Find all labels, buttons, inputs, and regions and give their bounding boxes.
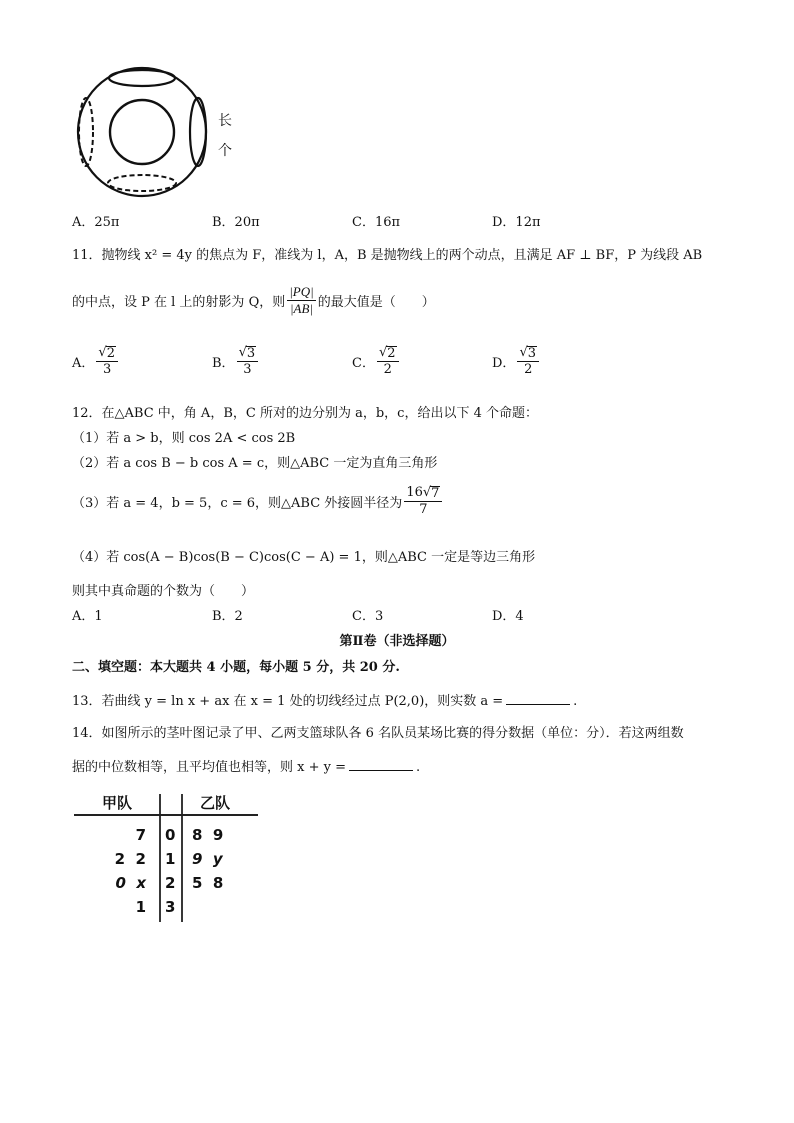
q12-proposition-1: （1）若 a > b，则 cos 2A < cos 2B <box>72 431 296 446</box>
q12-ask: 则其中真命题的个数为（ ） <box>72 584 255 599</box>
stem-leaf-row-right: 8 9 <box>192 826 224 844</box>
q11-option-d-rad: 3 <box>527 346 537 361</box>
q10-option-c: C．16π <box>352 215 401 230</box>
stem-leaf-row-left: 7 <box>135 826 146 844</box>
q14-line2 <box>72 756 420 775</box>
q10-option-a: A．25π <box>72 215 120 230</box>
q14-period: . <box>416 760 421 775</box>
stem-leaf-row-left: 1 <box>135 898 146 916</box>
q14-answer-blank[interactable] <box>349 758 413 771</box>
q13-answer-blank[interactable] <box>506 692 570 705</box>
q12-option-b: B．2 <box>212 609 243 624</box>
q12-p3-rad: 7 <box>431 486 440 501</box>
q11-option-d-den: 2 <box>524 362 533 377</box>
q11-line2-post: 的最大值是（ ） <box>317 295 435 310</box>
figure-label-2: 个 <box>218 143 232 159</box>
q13-period: . <box>573 694 578 709</box>
sphere-holes-diagram <box>70 62 220 202</box>
q11-option-d: D． √ 3 2 <box>492 345 541 378</box>
section-subtitle: 二、填空题：本大题共 4 小题，每小题 5 分，共 20 分. <box>72 660 400 675</box>
q11-line1: 11．抛物线 x² = 4y 的焦点为 F，准线为 l，A，B 是抛物线上的两个动点，且满足 AF ⊥ BF，P 为线段 AB <box>72 248 703 263</box>
q11-option-a: A． √ 2 3 <box>72 345 120 378</box>
q12-p3-text: （3）若 a = 4，b = 5，c = 6，则△ABC 外接圆半径为 <box>72 496 403 511</box>
q11-option-c-rad: 2 <box>387 346 396 361</box>
q12-option-d: D．4 <box>492 609 524 624</box>
stem-leaf-row-right: 5 8 <box>192 874 224 892</box>
q11-line2-pre: 的中点，设 P 在 l 上的射影为 Q，则 <box>72 295 286 310</box>
q11-line2 <box>72 284 435 317</box>
q11-frac-den: |AB| <box>289 301 313 316</box>
q12-proposition-4: （4）若 cos(A − B)cos(B − C)cos(C − A) = 1，则△ABC 一定是等边三角形 <box>72 550 536 565</box>
q11-frac-num: |PQ| <box>289 284 314 299</box>
stem-leaf-row-stem: 3 <box>165 898 176 916</box>
q12-p3-den: 7 <box>419 502 428 517</box>
q11-option-b-rad: 3 <box>246 346 256 361</box>
q12-p3-fraction: 16 √ 7 7 <box>404 485 442 518</box>
q10-option-d: D．12π <box>492 215 541 230</box>
q12-option-c: C．3 <box>352 609 384 624</box>
q13-text: 13．若曲线 y = ln x + ax 在 x = 1 处的切线经过点 P(2,0)，则实数 a = <box>72 694 504 709</box>
stem-leaf-row-left: 2 2 <box>114 850 146 868</box>
q14-line2-text: 据的中位数相等，且平均值也相等，则 x + y = <box>72 760 346 775</box>
q11-option-c-label: C． <box>352 356 375 371</box>
q11-option-c-den: 2 <box>383 362 392 377</box>
q11-fraction <box>287 284 315 317</box>
q14-line1: 14．如图所示的茎叶图记录了甲、乙两支篮球队各 6 名队员某场比赛的得分数据（单位：分）．若这两组数 <box>72 726 684 741</box>
q11-option-b: B． √ 3 3 <box>212 345 260 378</box>
q12-stem: 12．在△ABC 中，角 A，B，C 所对的边分别为 a，b，c，给出以下 4 个命题： <box>72 406 538 421</box>
q11-option-c: C． √ 2 2 <box>352 345 401 378</box>
stem-leaf-row-right: 9 y <box>192 850 223 868</box>
q12-option-a: A．1 <box>72 609 103 624</box>
q13 <box>72 690 577 709</box>
q11-option-a-rad: 2 <box>106 346 115 361</box>
sphere-figure <box>70 62 220 202</box>
q11-option-a-label: A． <box>72 356 95 371</box>
stem-leaf-header-right: 乙队 <box>200 794 231 812</box>
q12-proposition-3 <box>72 485 444 518</box>
q11-option-d-label: D． <box>492 356 516 371</box>
stem-leaf-row-stem: 2 <box>165 874 176 892</box>
section-title: 第Ⅱ卷（非选择题） <box>339 634 455 649</box>
q11-option-b-den: 3 <box>243 362 252 377</box>
figure-label-1: 长 <box>218 113 232 129</box>
stem-leaf-row-stem: 1 <box>165 850 176 868</box>
q11-option-a-den: 3 <box>103 362 112 377</box>
stem-leaf-row-left: 0 x <box>115 874 146 892</box>
stem-leaf-header-left: 甲队 <box>102 794 133 812</box>
q10-option-b: B．20π <box>212 215 260 230</box>
stem-leaf-row-stem: 0 <box>165 826 176 844</box>
q12-p3-coef: 16 <box>406 485 423 500</box>
stem-leaf-plot <box>72 788 272 928</box>
q12-proposition-2: （2）若 a cos B − b cos A = c，则△ABC 一定为直角三角形 <box>72 456 438 471</box>
q11-option-b-label: B． <box>212 356 235 371</box>
